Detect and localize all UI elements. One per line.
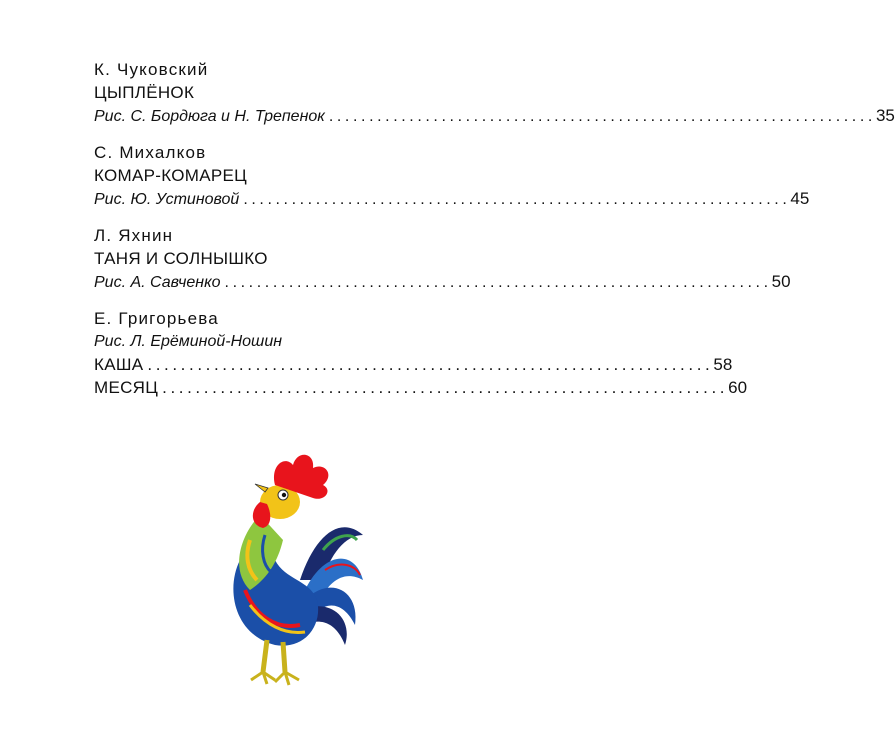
- title-tanya-i-solnyshko: ТАНЯ И СОЛНЫШКО: [94, 249, 268, 268]
- illustrator-label: Рис. Л. Ерёминой-Ношин: [94, 333, 283, 350]
- author-chukovsky: К. Чуковский: [94, 60, 209, 79]
- dot-leader: ....................................................................: [162, 378, 729, 397]
- page-number: 45: [790, 189, 810, 208]
- illustrator-label: Рис. А. Савченко: [94, 274, 221, 291]
- page-number: 50: [771, 272, 791, 291]
- table-of-contents: [94, 58, 895, 399]
- dot-leader: ....................................................................: [224, 274, 772, 291]
- toc-entry-kasha[interactable]: [94, 353, 733, 376]
- author-grigoryeva: Е. Григорьева: [94, 309, 219, 328]
- illustrator-label: Рис. Ю. Устиновой: [94, 191, 240, 208]
- illustrator-label: Рис. С. Бордюга и Н. Трепенок: [94, 108, 325, 125]
- toc-entry-tsyplenok[interactable]: [94, 104, 895, 127]
- dot-leader: ....................................................................: [243, 191, 791, 208]
- author-mikhalkov: С. Михалков: [94, 143, 207, 162]
- title-kasha: КАША: [94, 355, 144, 374]
- title-komar-komarets: КОМАР-КОМАРЕЦ: [94, 166, 248, 185]
- title-mesyats: МЕСЯЦ: [94, 378, 159, 397]
- dot-leader: ....................................................................: [147, 355, 714, 374]
- page-number: 35: [875, 106, 895, 125]
- toc-entry-mesyats[interactable]: [94, 376, 748, 399]
- toc-entry-komar-komarets[interactable]: [94, 187, 810, 210]
- toc-entry-tanya-i-solnyshko[interactable]: [94, 270, 791, 293]
- title-tsyplenok: ЦЫПЛЁНОК: [94, 83, 195, 102]
- author-yakhnin: Л. Яхнин: [94, 226, 174, 245]
- dot-leader: ....................................................................: [328, 108, 876, 125]
- rooster-icon: [205, 440, 365, 690]
- page-number: 60: [728, 378, 748, 397]
- page-number: 58: [713, 355, 733, 374]
